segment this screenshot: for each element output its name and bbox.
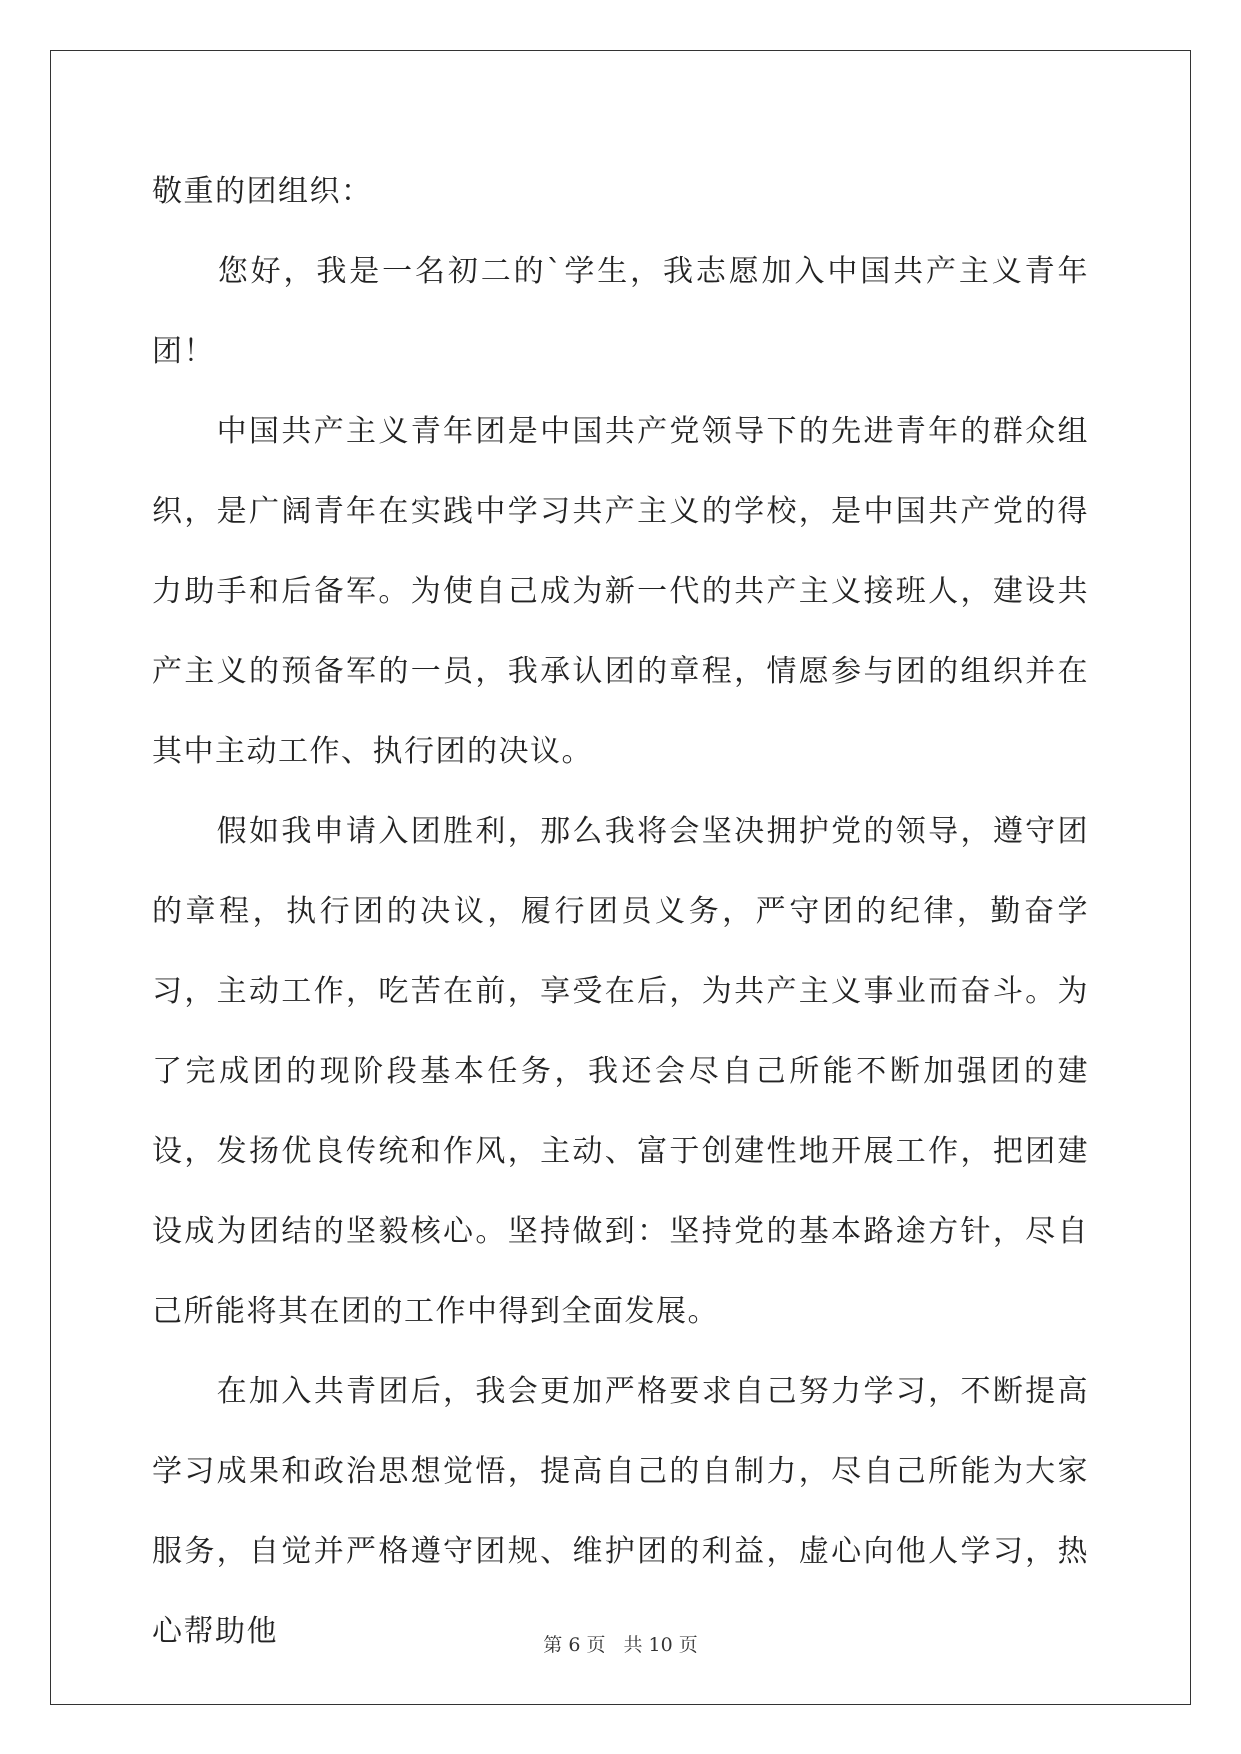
paragraph-3: 假如我申请入团胜利，那么我将会坚决拥护党的领导，遵守团的章程，执行团的决议，履行团员义务，严守团的纪律，勤奋学习，主动工作，吃苦在前，享受在后，为共产主义事业而奋斗。为了完成团的现阶段基本任务，我还会尽自己所能不断加强团的建设，发扬优良传统和作风，主动、富于创建性地开展工作，把团建设成为团结的坚毅核心。坚持做到：坚持党的基本路途方针，尽自己所能将其在团的工作中得到全面发展。 bbox=[152, 814, 1089, 1329]
paragraph-2: 中国共产主义青年团是中国共产党领导下的先进青年的群众组织，是广阔青年在实践中学习共产主义的学校，是中国共产党的得力助手和后备军。为使自己成为新一代的共产主义接班人，建设共产主义的预备军的一员，我承认团的章程，情愿参与团的组织并在其中主动工作、执行团的决议。 bbox=[152, 414, 1089, 769]
document-body bbox=[152, 152, 1089, 1672]
paragraph-4: 在加入共青团后，我会更加严格要求自己努力学习，不断提高学习成果和政治思想觉悟，提高自己的自制力，尽自己所能为大家服务，自觉并严格遵守团规、维护团的利益，虚心向他人学习，热心帮助他 bbox=[152, 1374, 1089, 1649]
page-total: 共 10 页 bbox=[623, 1634, 698, 1656]
page-footer bbox=[0, 1630, 1241, 1657]
salutation: 敬重的团组织： bbox=[152, 174, 373, 209]
page-number: 第 6 页 bbox=[543, 1634, 606, 1656]
paragraph-1: 您好，我是一名初二的`学生，我志愿加入中国共产主义青年团！ bbox=[152, 254, 1089, 369]
